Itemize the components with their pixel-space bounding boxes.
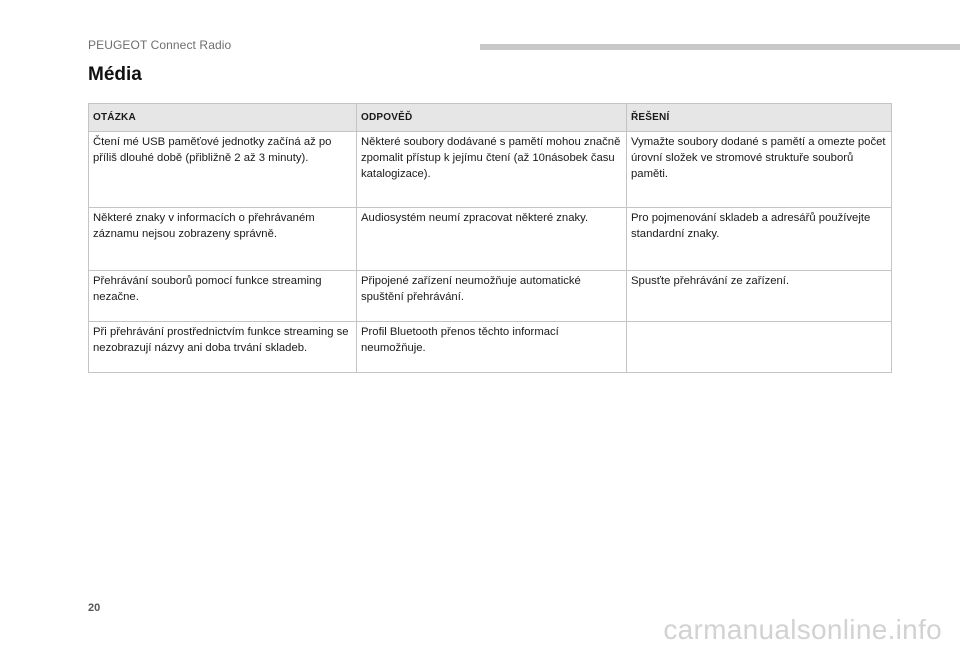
column-header-question: OTÁZKA — [89, 104, 357, 132]
section-title: Média — [88, 64, 142, 85]
question-text: Čtení mé USB paměťové jednotky začíná až po příliš dlouhé době (přibližně 2 až 3 minuty). — [93, 136, 332, 164]
answer-text: Některé soubory dodávané s pamětí mohou značně zpomalit přístup k jejímu čtení (až 10násobek času katalogizace). — [361, 136, 621, 180]
solution-text: Vymažte soubory dodané s pamětí a omezte počet úrovní složek ve stromové struktuře souborů paměti. — [631, 136, 886, 180]
answer-cell — [357, 322, 627, 373]
table-row — [89, 271, 892, 322]
table-row — [89, 208, 892, 271]
column-header-solution: ŘEŠENÍ — [627, 104, 892, 132]
faq-table-header — [89, 104, 892, 132]
solution-text: Spusťte přehrávání ze zařízení. — [631, 275, 790, 287]
answer-text: Profil Bluetooth přenos těchto informací neumožňuje. — [361, 326, 559, 354]
solution-cell — [627, 271, 892, 322]
question-cell — [89, 271, 357, 322]
table-row — [89, 322, 892, 373]
header-rule — [480, 44, 960, 50]
column-header-answer: ODPOVĚĎ — [357, 104, 627, 132]
solution-cell — [627, 322, 892, 373]
header-row — [89, 104, 892, 132]
question-cell — [89, 208, 357, 271]
solution-cell — [627, 208, 892, 271]
solution-cell — [627, 132, 892, 208]
solution-text — [631, 324, 887, 372]
answer-cell — [357, 208, 627, 271]
question-text: Při přehrávání prostřednictvím funkce streaming se nezobrazují názvy ani doba trvání skladeb. — [93, 326, 349, 354]
answer-cell — [357, 132, 627, 208]
question-cell — [89, 132, 357, 208]
table-row — [89, 132, 892, 208]
answer-text: Audiosystém neumí zpracovat některé znaky. — [361, 212, 589, 224]
question-cell — [89, 322, 357, 373]
solution-text: Pro pojmenování skladeb a adresářů používejte standardní znaky. — [631, 212, 871, 240]
running-header-title: PEUGEOT Connect Radio — [88, 38, 232, 52]
faq-table-body — [89, 132, 892, 373]
answer-cell — [357, 271, 627, 322]
question-text: Přehrávání souborů pomocí funkce streaming nezačne. — [93, 275, 322, 303]
answer-text: Připojené zařízení neumožňuje automatické spuštění přehrávání. — [361, 275, 581, 303]
page-number: 20 — [88, 602, 101, 614]
faq-table — [88, 103, 892, 373]
question-text: Některé znaky v informacích o přehrávaném záznamu nejsou zobrazeny správně. — [93, 212, 315, 240]
watermark: carmanualsonline.info — [663, 614, 942, 645]
